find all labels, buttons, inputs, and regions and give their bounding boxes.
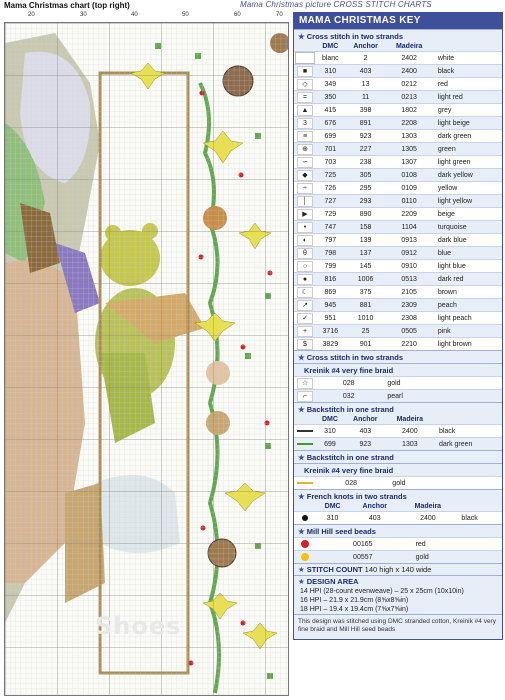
col-anchor: Anchor <box>353 416 378 423</box>
anchor-cell: 2 <box>345 52 387 65</box>
code-cell: 032 <box>316 390 381 403</box>
color-name-cell: light peach <box>432 312 502 325</box>
anchor-cell: 295 <box>345 182 387 195</box>
color-name-cell: black <box>455 512 502 525</box>
dmc-cell: 726 <box>316 182 345 195</box>
symbol-cell <box>294 182 316 195</box>
madeira-cell: 2402 <box>387 52 432 65</box>
color-name-cell: light beige <box>432 117 502 130</box>
symbol-cell <box>294 390 316 403</box>
color-name-cell: brown <box>432 286 502 299</box>
dmc-cell: 727 <box>316 195 345 208</box>
color-name-cell: black <box>432 65 502 78</box>
anchor-cell: 403 <box>344 425 387 438</box>
design-area-line: 18 HPI – 19.4 x 19.4cm (7⅝x7⅝in) <box>300 606 409 613</box>
dmc-cell: 415 <box>316 104 345 117</box>
section-backstitch-2 <box>294 450 502 463</box>
stitch-symbol: ✓ <box>297 313 313 324</box>
color-name-cell: white <box>432 52 502 65</box>
table-row <box>294 551 502 564</box>
madeira-cell: 0110 <box>387 195 432 208</box>
color-name-cell: black <box>433 425 502 438</box>
bead-swatch <box>301 553 309 561</box>
symbol-cell <box>294 325 316 338</box>
stitch-symbol: ◇ <box>297 79 313 90</box>
dmc-cell: 869 <box>316 286 345 299</box>
table-row <box>294 338 502 351</box>
code-cell: 028 <box>316 477 386 490</box>
table-row <box>294 182 502 195</box>
star-icon: ★ <box>298 577 305 586</box>
section-beads <box>294 524 502 537</box>
section-label: Backstitch in one strand <box>306 453 394 462</box>
col-anchor: Anchor <box>353 43 378 50</box>
color-name-cell: light brown <box>432 338 502 351</box>
design-area-line: 16 HPI – 21.9 x 21.9cm (8⅝x8⅝in) <box>300 597 409 604</box>
anchor-cell: 11 <box>345 91 387 104</box>
stitch-symbol: 3 <box>297 118 313 129</box>
thread-key-panel <box>293 12 503 640</box>
table-row <box>294 299 502 312</box>
madeira-cell: 2210 <box>387 338 432 351</box>
table-row <box>294 312 502 325</box>
stitch-symbol: │ <box>297 196 313 207</box>
color-name-cell: light green <box>432 156 502 169</box>
code-cell: 028 <box>316 377 381 390</box>
section-label: Cross stitch in two strands <box>306 32 404 41</box>
table-row <box>294 130 502 143</box>
bead-swatch <box>301 540 309 548</box>
ruler-tick: 50 <box>182 12 189 18</box>
anchor-cell: 139 <box>345 234 387 247</box>
stitch-symbol: ⊕ <box>297 144 313 155</box>
stitch-count-value: 140 high x 140 wide <box>364 565 432 574</box>
anchor-cell: 403 <box>345 65 387 78</box>
subsection-kreinik: Kreinik #4 very fine braid <box>294 363 502 376</box>
madeira-cell: 2400 <box>387 65 432 78</box>
anchor-cell: 25 <box>345 325 387 338</box>
symbol: ⌐ <box>297 391 313 402</box>
anchor-cell: 923 <box>345 130 387 143</box>
color-name-cell: light blue <box>432 260 502 273</box>
madeira-cell: 0910 <box>387 260 432 273</box>
madeira-cell: 0109 <box>387 182 432 195</box>
star-icon: ★ <box>298 32 305 41</box>
madeira-cell: 0212 <box>387 78 432 91</box>
ruler-tick: 70 <box>276 12 283 18</box>
stitch-symbol: • <box>297 222 313 233</box>
dmc-cell: 703 <box>316 156 345 169</box>
table-row <box>294 52 502 65</box>
table-row <box>294 325 502 338</box>
star-icon: ★ <box>298 353 305 362</box>
french-knots-table <box>294 502 502 524</box>
anchor-cell: 398 <box>345 104 387 117</box>
col-symbol <box>294 42 316 52</box>
table-row <box>294 143 502 156</box>
star-icon: ★ <box>298 492 305 501</box>
col-madeira: Madeira <box>414 503 442 510</box>
kreinik-table <box>294 376 502 402</box>
dmc-cell: 676 <box>316 117 345 130</box>
stitch-symbol: ▶ <box>297 209 313 220</box>
table-row <box>294 104 502 117</box>
anchor-cell: 891 <box>345 117 387 130</box>
madeira-cell: 0213 <box>387 91 432 104</box>
stitch-symbol: θ <box>297 248 313 259</box>
stitch-symbol: $ <box>297 339 313 350</box>
backstitch-line-sample <box>297 443 313 445</box>
stitch-symbol: ∽ <box>297 157 313 168</box>
stitch-count <box>294 563 502 575</box>
cross-stitch-chart <box>4 22 289 696</box>
table-row <box>294 169 502 182</box>
color-name-cell: dark blue <box>432 234 502 247</box>
color-name-cell: red <box>410 538 502 551</box>
dmc-cell: 699 <box>316 438 344 451</box>
publication-header <box>240 0 432 9</box>
madeira-cell: 2400 <box>387 425 433 438</box>
star-icon: ★ <box>298 565 305 574</box>
stitch-symbol: ↗ <box>297 300 313 311</box>
anchor-cell: 890 <box>345 208 387 221</box>
stitch-symbol: = <box>297 92 313 103</box>
color-name-cell: grey <box>432 104 502 117</box>
anchor-cell: 1006 <box>345 273 387 286</box>
color-name-cell: pearl <box>381 390 502 403</box>
ruler-tick: 20 <box>28 12 35 18</box>
table-row <box>294 286 502 299</box>
color-name-cell: gold <box>386 477 502 490</box>
madeira-cell: 0912 <box>387 247 432 260</box>
color-name-cell: peach <box>432 299 502 312</box>
watermark: Shoes <box>95 612 182 640</box>
table-row <box>294 538 502 551</box>
table-row <box>294 156 502 169</box>
table-row <box>294 390 502 403</box>
symbol-cell <box>294 247 316 260</box>
design-area-line: 14 HPI (28-count evenweave) – 25 x 25cm (10x10in) <box>300 588 464 595</box>
color-name-cell: turquoise <box>432 221 502 234</box>
symbol-cell <box>294 130 316 143</box>
symbol-cell <box>294 299 316 312</box>
anchor-cell: 375 <box>345 286 387 299</box>
publication-header-text: Mama Christmas picture CROSS STITCH CHARTS <box>240 0 432 9</box>
dmc-cell: 816 <box>316 273 345 286</box>
backstitch-line-sample <box>297 482 313 484</box>
table-row <box>294 195 502 208</box>
design-area-label: DESIGN AREA <box>306 577 359 586</box>
threads-body <box>294 52 502 351</box>
section-cross-stitch <box>294 29 502 42</box>
section-backstitch <box>294 402 502 415</box>
dmc-cell: 349 <box>316 78 345 91</box>
beads-table <box>294 537 502 563</box>
table-row <box>294 512 502 525</box>
madeira-cell: 0108 <box>387 169 432 182</box>
anchor-cell: 881 <box>345 299 387 312</box>
color-name-cell: pink <box>432 325 502 338</box>
symbol-cell <box>294 377 316 390</box>
color-name-cell: blue <box>432 247 502 260</box>
symbol-cell <box>294 234 316 247</box>
chart-canvas <box>5 23 288 695</box>
table-row <box>294 438 502 451</box>
dmc-cell: 3716 <box>316 325 345 338</box>
cross-stitch-table <box>294 42 502 350</box>
anchor-cell: 923 <box>344 438 387 451</box>
color-name-cell: dark red <box>432 273 502 286</box>
table-row <box>294 78 502 91</box>
color-name-cell: dark green <box>432 130 502 143</box>
col-name <box>432 42 502 52</box>
stitch-symbol: ▲ <box>297 105 313 116</box>
star-icon: ★ <box>298 527 305 536</box>
color-name-cell: gold <box>410 551 502 564</box>
ruler-tick: 60 <box>234 12 241 18</box>
color-name-cell: beige <box>432 208 502 221</box>
chart-ruler <box>0 12 290 22</box>
madeira-cell: 1303 <box>387 438 433 451</box>
section-french-knots <box>294 489 502 502</box>
symbol-cell <box>294 195 316 208</box>
stitch-symbol: ● <box>297 274 313 285</box>
dmc-cell: 310 <box>316 425 344 438</box>
chart-title: Mama Christmas chart (top right) <box>4 1 130 10</box>
anchor-cell: 305 <box>345 169 387 182</box>
color-name-cell: red <box>432 78 502 91</box>
anchor-cell: 13 <box>345 78 387 91</box>
section-label: French knots in two strands <box>306 492 407 501</box>
madeira-cell: 1303 <box>387 130 432 143</box>
table-row <box>294 425 502 438</box>
dmc-cell: 310 <box>316 65 345 78</box>
madeira-cell: 1104 <box>387 221 432 234</box>
table-row <box>294 247 502 260</box>
color-name-cell: dark green <box>433 438 502 451</box>
section-label: Backstitch in one strand <box>306 405 394 414</box>
stitch-count-label: STITCH COUNT <box>306 565 363 574</box>
col-anchor: Anchor <box>362 503 387 510</box>
stitch-symbol: ≡ <box>297 131 313 142</box>
table-row <box>294 117 502 130</box>
madeira-cell: 2105 <box>387 286 432 299</box>
table-row <box>294 208 502 221</box>
symbol-cell <box>294 260 316 273</box>
madeira-cell: 0913 <box>387 234 432 247</box>
symbol-cell <box>294 104 316 117</box>
anchor-cell: 403 <box>349 512 400 525</box>
key-footnote: This design was stitched using DMC stranded cotton, Kreinik #4 very fine braid and Mill Hill seed beads <box>294 614 502 637</box>
code-cell: 00165 <box>316 538 410 551</box>
table-row <box>294 477 502 490</box>
dmc-cell: 945 <box>316 299 345 312</box>
dmc-cell: 747 <box>316 221 345 234</box>
subsection-kreinik-2: Kreinik #4 very fine braid <box>294 463 502 476</box>
col-madeira: Madeira <box>396 416 424 423</box>
dmc-cell: 699 <box>316 130 345 143</box>
stitch-symbol: ÷ <box>297 183 313 194</box>
anchor-cell: 137 <box>345 247 387 260</box>
french-knot-dot <box>302 515 308 521</box>
symbol-cell <box>294 169 316 182</box>
backstitch-line-sample <box>297 430 313 432</box>
table-row <box>294 234 502 247</box>
section-label: Cross stitch in two strands <box>306 353 404 362</box>
symbol-cell <box>294 117 316 130</box>
color-name-cell: yellow <box>432 182 502 195</box>
design-area <box>294 575 502 587</box>
symbol-cell <box>294 286 316 299</box>
dmc-cell: 799 <box>316 260 345 273</box>
anchor-cell: 227 <box>345 143 387 156</box>
section-cross-stitch-2 <box>294 350 502 363</box>
dmc-cell: 725 <box>316 169 345 182</box>
anchor-cell: 158 <box>345 221 387 234</box>
stitch-symbol <box>295 52 315 64</box>
stitch-symbol: ○ <box>297 261 313 272</box>
symbol-cell <box>294 221 316 234</box>
dmc-cell: 951 <box>316 312 345 325</box>
symbol: ☆ <box>297 378 313 389</box>
dmc-cell: 797 <box>316 234 345 247</box>
madeira-cell: 1802 <box>387 104 432 117</box>
table-row <box>294 273 502 286</box>
stitch-symbol: ◐ <box>297 235 313 246</box>
star-icon: ★ <box>298 405 305 414</box>
table-row <box>294 221 502 234</box>
madeira-cell: 2209 <box>387 208 432 221</box>
code-cell: 00557 <box>316 551 410 564</box>
symbol-cell <box>294 208 316 221</box>
ruler-tick: 30 <box>80 12 87 18</box>
symbol-cell <box>294 143 316 156</box>
anchor-cell: 901 <box>345 338 387 351</box>
table-row <box>294 91 502 104</box>
madeira-cell: 1305 <box>387 143 432 156</box>
dmc-cell: 350 <box>316 91 345 104</box>
madeira-cell: 0513 <box>387 273 432 286</box>
table-row <box>294 377 502 390</box>
anchor-cell: 1010 <box>345 312 387 325</box>
symbol-cell <box>294 338 316 351</box>
stitch-symbol: ☾ <box>297 287 313 298</box>
dmc-cell: 701 <box>316 143 345 156</box>
col-dmc: DMC <box>322 43 339 50</box>
dmc-cell: blanc <box>316 52 345 65</box>
madeira-cell: 2309 <box>387 299 432 312</box>
star-icon: ★ <box>298 453 305 462</box>
madeira-cell: 1307 <box>387 156 432 169</box>
dmc-cell: 729 <box>316 208 345 221</box>
color-name-cell: gold <box>381 377 502 390</box>
anchor-cell: 293 <box>345 195 387 208</box>
madeira-cell: 2208 <box>387 117 432 130</box>
key-title: MAMA CHRISTMAS KEY <box>294 13 502 29</box>
color-name-cell: green <box>432 143 502 156</box>
backstitch-kreinik-table <box>294 476 502 489</box>
symbol-cell <box>294 91 316 104</box>
backstitch-table <box>294 415 502 450</box>
anchor-cell: 145 <box>345 260 387 273</box>
stitch-symbol: + <box>297 326 313 337</box>
ruler-tick: 40 <box>131 12 138 18</box>
section-label: Mill Hill seed beads <box>306 527 376 536</box>
symbol-cell <box>294 52 316 65</box>
symbol-cell <box>294 78 316 91</box>
dmc-cell: 3829 <box>316 338 345 351</box>
anchor-cell: 238 <box>345 156 387 169</box>
symbol-cell <box>294 273 316 286</box>
symbol-cell <box>294 156 316 169</box>
stitch-symbol: ■ <box>297 66 313 77</box>
col-dmc: DMC <box>321 416 338 423</box>
symbol-cell <box>294 65 316 78</box>
col-dmc: DMC <box>324 503 341 510</box>
col-madeira: Madeira <box>395 43 423 50</box>
table-row <box>294 260 502 273</box>
dmc-cell: 310 <box>316 512 349 525</box>
dmc-cell: 798 <box>316 247 345 260</box>
color-name-cell: dark yellow <box>432 169 502 182</box>
stitch-symbol: ◆ <box>297 170 313 181</box>
color-name-cell: light yellow <box>432 195 502 208</box>
table-row <box>294 65 502 78</box>
madeira-cell: 0505 <box>387 325 432 338</box>
madeira-cell: 2308 <box>387 312 432 325</box>
color-name-cell: light red <box>432 91 502 104</box>
symbol-cell <box>294 312 316 325</box>
madeira-cell: 2400 <box>400 512 455 525</box>
